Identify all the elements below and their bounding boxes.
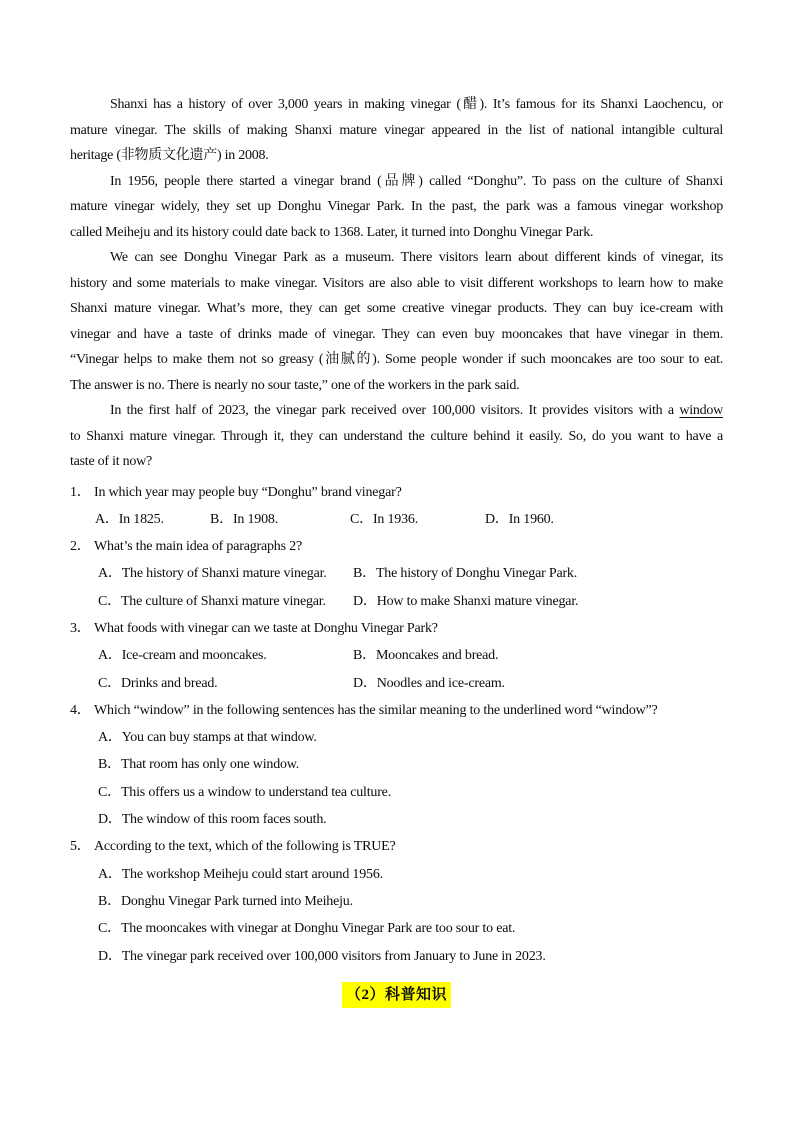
passage-line: mature vinegar. The skills of making Shanxi mature vinegar appeared in the list of national intangible cultural [70,122,723,138]
question-5 [70,833,723,969]
question-2-options-row-1 [70,560,723,587]
question-1-options [70,506,723,533]
paragraph-4 [70,398,723,475]
paragraph-3 [70,245,723,398]
question-1 [70,479,723,534]
passage-line: Shanxi has a history of over 3,000 years in making vinegar (醋). It’s famous for its Shanxi Laochencu, or [110,97,723,112]
paragraph-1 [70,92,723,169]
question-text: What foods with vinegar can we taste at Donghu Vinegar Park? [94,620,438,636]
question-2-options-row-2 [70,588,723,615]
question-number: 4． [70,702,91,718]
questions-section [70,479,723,970]
question-number: 1． [70,484,91,500]
question-2-option-b: B．The history of Donghu Vinegar Park. [353,566,578,582]
question-1-option-a: A．In 1825. [95,511,164,527]
question-3 [70,615,723,697]
passage-line: vinegar and have a taste of drinks made of vinegar. They can even buy mooncakes that have vinegar in them. [70,326,723,342]
section-heading-highlight: （2）科普知识 [342,982,451,1008]
question-1-option-b: B．In 1908. [210,511,278,527]
question-3-options-row-2 [70,670,723,697]
question-2-option-d: D．How to make Shanxi mature vinegar. [353,593,579,609]
question-5-option-d: D．The vinegar park received over 100,000 visitors from January to June in 2023. [98,948,546,964]
question-number: 3． [70,620,91,636]
paragraph-2 [70,169,723,246]
question-4-option-a: A．You can buy stamps at that window. [98,730,317,746]
passage-line [70,398,723,424]
question-3-option-a: A．Ice-cream and mooncakes. [98,648,267,664]
passage-line: to Shanxi mature vinegar. Through it, they can understand the culture behind it easily. So, do you want to have a [70,428,723,444]
passage-line: The answer is no. There is nearly no sour taste,” one of the workers in the park said. [70,377,520,393]
underlined-word-window: window [679,403,723,418]
question-text: In which year may people buy “Donghu” brand vinegar? [94,484,402,500]
question-text: Which “window” in the following sentences has the similar meaning to the underlined word “window”? [94,702,658,718]
question-4 [70,697,723,833]
passage-line: We can see Donghu Vinegar Park as a museum. There visitors learn about different kinds of vinegar, its [110,250,723,265]
question-4-stem [70,697,723,724]
passage-line: Shanxi mature vinegar. What’s more, they can get some creative vinegar products. They can buy ice-cream with [70,301,723,316]
question-1-option-d: D．In 1960. [485,511,554,527]
question-number: 5． [70,839,91,855]
question-3-option-b: B．Mooncakes and bread. [353,648,499,664]
question-3-option-c: C．Drinks and bread. [98,675,218,691]
passage-line: taste of it now? [70,454,152,469]
passage-line: heritage (非物质文化遗产) in 2008. [70,148,269,163]
passage-line: mature vinegar widely, they set up Donghu Vinegar Park. In the past, the park was a famous vinegar workshop [70,199,723,214]
question-4-option-c: C．This offers us a window to understand tea culture. [98,784,391,800]
section-heading-row [70,982,723,1008]
question-3-option-d: D．Noodles and ice-cream. [353,675,505,691]
question-2-option-a: A．The history of Shanxi mature vinegar. [98,566,327,582]
question-1-stem [70,479,723,506]
question-3-options-row-1 [70,642,723,669]
document-page [70,92,723,1008]
passage-line: called Meiheju and its history could date back to 1368. Later, it turned into Donghu Vinegar Park. [70,224,594,240]
question-5-stem [70,833,723,860]
question-4-option-d: D．The window of this room faces south. [98,812,327,828]
question-4-option-b: B．That room has only one window. [98,757,300,773]
question-2-stem [70,533,723,560]
question-2-option-c: C．The culture of Shanxi mature vinegar. [98,593,326,609]
question-2 [70,533,723,615]
question-3-stem [70,615,723,642]
question-5-option-b: B．Donghu Vinegar Park turned into Meiheju. [98,893,353,909]
question-text: According to the text, which of the following is TRUE? [94,839,396,855]
question-5-option-c: C．The mooncakes with vinegar at Donghu Vinegar Park are too sour to eat. [98,921,516,937]
passage-line: history and some materials to make vinegar. Visitors are also able to visit different workshops to learn how to make [70,275,723,291]
passage-line: “Vinegar helps to make them not so greasy (油腻的). Some people wonder if such mooncakes are too sour to eat. [70,352,723,367]
passage-text: In the first half of 2023, the vinegar park received over 100,000 visitors. It provides visitors with a [110,403,674,418]
passage-line: In 1956, people there started a vinegar brand (品牌) called “Donghu”. To pass on the culture of Shanxi [110,173,723,189]
question-1-option-c: C．In 1936. [350,511,418,527]
question-text: What’s the main idea of paragraphs 2? [94,539,302,555]
question-5-option-a: A．The workshop Meiheju could start around 1956. [98,866,383,882]
reading-passage [70,92,723,475]
question-number: 2． [70,539,91,555]
